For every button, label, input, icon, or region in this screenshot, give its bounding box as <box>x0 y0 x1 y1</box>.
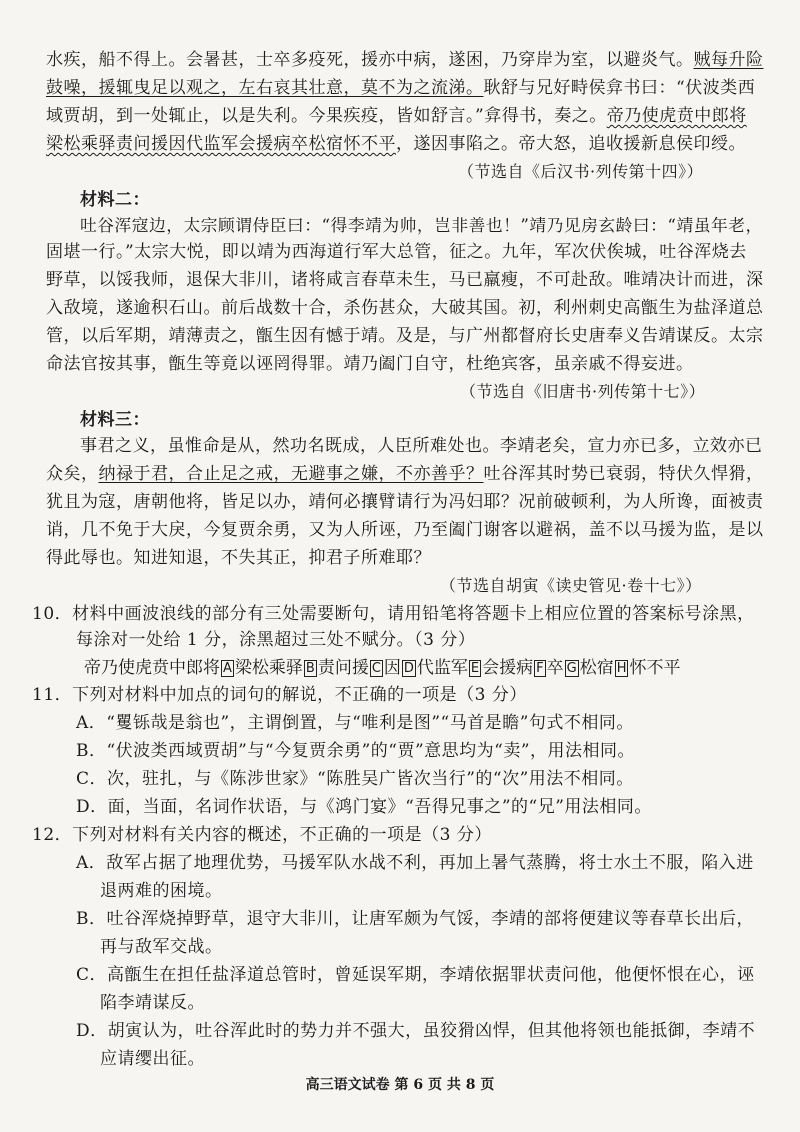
q11-option-d: D．面，当面，名词作状语，与《鸿门宴》“吾得兄事之”的“兄”用法相同。 <box>76 797 652 817</box>
m2-line-4: 入敌境，遂逾积石山。前后战数十合，杀伤甚众，大破其国。初，利州刺史高甑生为盐泽道总 <box>46 298 764 318</box>
q11-option-c: C．次，驻扎，与《陈涉世家》“陈胜吴广皆次当行”的“次”用法不相同。 <box>76 769 634 789</box>
q10-segment: 梁松乘驿 <box>234 658 303 678</box>
answer-box-b[interactable]: B <box>305 661 315 676</box>
q10-segment: 代监军 <box>416 658 468 678</box>
answer-box-f[interactable]: F <box>536 661 544 676</box>
q10-segment: 帝乃使虎贲中郎将 <box>84 658 220 678</box>
answer-box-h[interactable]: H <box>616 661 627 676</box>
q12-option-c: C．高甑生在担任盐泽道总管时，曾延误军期，李靖依据罪状责问他，他便怀恨在心，诬 <box>76 965 755 985</box>
q10-stem-line-1: 10．材料中画波浪线的部分有三处需要断句，请用铅笔将答题卡上相应位置的答案标号涂黑， <box>32 604 755 624</box>
q10-segment: 责问援 <box>317 658 369 678</box>
q10-break-options <box>84 656 680 680</box>
m3-text: 吐谷浑其时势已衰弱，特伏久悍猾， <box>483 464 764 484</box>
q12-option-d: D．胡寅认为，吐谷浑此时的势力并不强大，虽狡猾凶悍，但其他将领也能抵御，李靖不 <box>76 1021 756 1041</box>
page-footer: 高三语文试卷 第 6 页 共 8 页 <box>305 1077 495 1093</box>
m3-heading: 材料三： <box>80 410 150 430</box>
q10-stem-line-2: 每涂对一处给 1 分，涂黑超过三处不赋分。（3 分） <box>76 630 476 650</box>
q12-option-b-cont: 再与敌军交战。 <box>100 937 223 957</box>
m3-line-2 <box>46 462 764 486</box>
m1-text: ，遂因事陷之。帝大怒，追收援新息侯印绶。 <box>396 134 746 154</box>
m3-line-4: 诮，几不免于大戾，今复贾余勇，又为人所诬，乃至阖门谢客以避祸，盖不以马援为监，是以 <box>46 520 764 540</box>
m1-text: 水疾，船不得上。会暑甚，士卒多疫死，援亦中病，遂困，乃穿岸为室，以避炎气。 <box>46 50 694 70</box>
m2-line-2: 固堪一行。”太宗大悦，即以靖为西海道行军大总管，征之。九年，军次伏俟城，吐谷浑烧去 <box>46 242 747 262</box>
m3-line-1: 事君之义，虽惟命是从，然功名既成，人臣所难处也。李靖老矣，宣力亦已多，立效亦已 <box>80 436 763 456</box>
q10-segment: 怀不平 <box>629 658 681 678</box>
m2-line-3: 野草，以馁我师，退保大非川，诸将咸言春草未生，马已羸瘦，不可赴敌。唯靖决计而进，深 <box>46 270 764 290</box>
q10-segment: 卒 <box>546 658 564 678</box>
q12-option-a: A．敌军占据了地理优势，马援军队水战不利，再加上暑气蒸腾，将士水土不服，陷入进 <box>76 853 754 873</box>
q12-option-d-cont: 应请缨出征。 <box>100 1049 205 1069</box>
q12-option-a-cont: 退两难的困境。 <box>100 881 223 901</box>
m1-text: 域贾胡，到一处辄止，以是失利。今果疾疫，皆如舒言。”弇得书，奏之。 <box>46 106 607 126</box>
q10-segment: 松宿 <box>579 658 614 678</box>
answer-box-d[interactable]: D <box>403 661 414 676</box>
answer-box-e[interactable]: E <box>470 661 480 676</box>
m2-line-1: 吐谷浑寇边，太宗顾谓侍臣曰：“得李靖为帅，岂非善也！”靖乃见房玄龄曰：“靖虽年老， <box>80 215 763 235</box>
m3-line-5: 得此辱也。知进知退，不失其正，抑君子所难耶？ <box>46 548 431 568</box>
m1-underlined-text: 贼每升险 <box>693 50 764 70</box>
m3-line-3: 犹且为寇，唐朝他将，皆足以办，靖何必攘臂请行为冯妇耶？况前破顿利，为人所谗，面被责 <box>46 492 764 512</box>
m1-underlined-text: 鼓噪，援辄曳足以观之，左右哀其壮意，莫不为之流涕。 <box>46 78 484 98</box>
q12-option-b: B．吐谷浑烧掉野草，退守大非川，让唐军颇为气馁，李靖的部将便建议等春草长出后， <box>76 909 754 929</box>
q12-stem: 12．下列对材料有关内容的概述，不正确的一项是（3 分） <box>32 825 492 845</box>
m1-line-4 <box>46 132 746 156</box>
answer-box-g[interactable]: G <box>566 661 577 676</box>
q12-option-c-cont: 陷李靖谋反。 <box>100 993 205 1013</box>
q11-option-a: A．“矍铄哉是翁也”，主谓倒置，与“唯利是图”“马首是瞻”句式不相同。 <box>76 713 634 733</box>
m3-text: 众矣， <box>46 464 99 484</box>
m2-heading: 材料二： <box>80 190 150 210</box>
q11-stem: 11．下列对材料中加点的词句的解说，不正确的一项是（3 分） <box>32 685 527 705</box>
m2-line-6: 命法官按其事，甑生等竟以诬罔得罪。靖乃阖门自守，杜绝宾客，虽亲戚不得妄进。 <box>46 354 694 374</box>
answer-box-c[interactable]: C <box>371 661 381 676</box>
q11-option-b: B．“伏波类西域贾胡”与“今复贾余勇”的“贾”意思均为“卖”，用法相同。 <box>76 741 636 761</box>
q10-segment: 会援病 <box>482 658 534 678</box>
m2-source: （节选自《旧唐书·列传第十七》） <box>460 382 706 401</box>
m1-wavy-text: 梁松乘驿责问援因代监军会援病卒松宿怀不平 <box>46 134 396 154</box>
q10-segment: 因 <box>383 658 401 678</box>
answer-box-a[interactable]: A <box>223 661 232 676</box>
m1-source: （节选自《后汉书·列传第十四》） <box>458 162 704 181</box>
m1-text: 耿舒与兄好畤侯弇书曰：“伏波类西 <box>483 78 756 98</box>
m1-line-3 <box>46 104 747 128</box>
m2-line-5: 管，以后军期，靖薄责之，甑生因有憾于靖。及是，与广州都督府长史唐奉义告靖谋反。太宗 <box>46 326 764 346</box>
m1-line-1 <box>46 48 764 72</box>
m3-source: （节选自胡寅《读史管见·卷十七》） <box>440 576 702 595</box>
m1-wavy-text: 帝乃使虎贲中郎将 <box>606 106 747 126</box>
m3-underlined-text: 纳禄于君，合止足之戒，无避事之嫌，不亦善乎？ <box>98 464 484 484</box>
m1-line-2 <box>46 76 755 100</box>
